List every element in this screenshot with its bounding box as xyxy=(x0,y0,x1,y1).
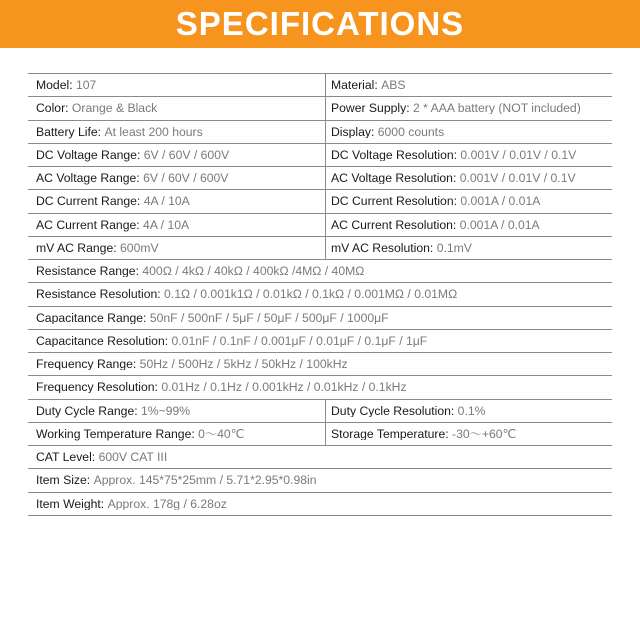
spec-row-frequency-resolution xyxy=(28,376,612,399)
spec-value: 0.001A / 0.01A xyxy=(459,218,540,231)
spec-value: 107 xyxy=(75,78,97,93)
spec-cell-display xyxy=(326,126,612,138)
spec-value: 6V / 60V / 600V xyxy=(143,171,229,186)
spec-cell-mv-ac-resolution xyxy=(326,242,612,254)
spec-row-resistance-range xyxy=(28,260,612,283)
spec-cell-battery-life xyxy=(28,121,326,143)
spec-value: Approx. 145*75*25mm / 5.71*2.95*0.98in xyxy=(93,474,317,487)
spec-row-temperature xyxy=(28,423,612,446)
spec-value: 50Hz / 500Hz / 5kHz / 50kHz / 100kHz xyxy=(139,358,348,371)
spec-label: Display: xyxy=(331,125,375,138)
spec-row-battery xyxy=(28,121,612,144)
spec-cell-color xyxy=(28,97,326,119)
spec-cell-ac-current-range xyxy=(28,214,326,236)
spec-row-duty-cycle xyxy=(28,400,612,423)
spec-value: 0.001V / 0.01V / 0.1V xyxy=(460,148,577,161)
spec-value: Orange & Black xyxy=(71,101,158,116)
spec-value: 0.1mV xyxy=(436,241,472,254)
spec-label: Frequency Range: xyxy=(36,358,137,371)
spec-label: CAT Level: xyxy=(36,451,96,464)
spec-label: DC Voltage Resolution: xyxy=(331,148,458,161)
spec-cell-capacitance-range xyxy=(28,312,612,324)
spec-value: 50nF / 500nF / 5μF / 50μF / 500μF / 1000μF xyxy=(149,311,389,324)
spec-row-capacitance-range xyxy=(28,307,612,330)
spec-cell-ac-current-resolution xyxy=(326,219,612,231)
spec-cell-capacitance-resolution xyxy=(28,335,612,347)
spec-cell-ac-voltage-resolution xyxy=(326,172,612,184)
spec-row-model xyxy=(28,74,612,97)
spec-cell-ac-voltage-range xyxy=(28,167,326,189)
spec-value: At least 200 hours xyxy=(104,124,203,139)
spec-cell-working-temperature xyxy=(28,423,326,445)
spec-label: Resistance Resolution: xyxy=(36,288,161,301)
spec-cell-item-size xyxy=(28,474,612,486)
spec-label: AC Voltage Resolution: xyxy=(331,172,457,185)
spec-value: 0.01nF / 0.1nF / 0.001μF / 0.01μF / 0.1μF / 1μF xyxy=(171,334,428,347)
spec-cell-dc-current-range xyxy=(28,190,326,212)
spec-cell-material xyxy=(326,79,612,91)
spec-cell-duty-cycle-resolution xyxy=(326,405,612,417)
spec-value: -30～+60℃ xyxy=(452,427,517,440)
spec-cell-dc-voltage-resolution xyxy=(326,149,612,161)
spec-value: 0.01Hz / 0.1Hz / 0.001kHz / 0.01kHz / 0.1kHz xyxy=(161,381,407,394)
spec-cell-resistance-resolution xyxy=(28,288,612,300)
spec-label: DC Current Resolution: xyxy=(331,195,457,208)
spec-label: Item Size: xyxy=(36,474,91,487)
spec-value: 600V CAT III xyxy=(98,451,168,464)
spec-label: Capacitance Range: xyxy=(36,311,147,324)
spec-label: Frequency Resolution: xyxy=(36,381,158,394)
spec-cell-frequency-range xyxy=(28,358,612,370)
spec-label: Color: xyxy=(36,101,69,116)
spec-label: Capacitance Resolution: xyxy=(36,334,169,347)
spec-value: 1%~99% xyxy=(141,403,191,418)
spec-cell-mv-ac-range xyxy=(28,237,326,259)
spec-row-dc-voltage xyxy=(28,144,612,167)
page-title: SPECIFICATIONS xyxy=(175,5,465,42)
spec-label: Material: xyxy=(331,79,378,92)
spec-cell-model xyxy=(28,74,326,96)
spec-cell-storage-temperature xyxy=(326,428,612,440)
spec-row-item-weight xyxy=(28,493,612,516)
spec-label: AC Current Range: xyxy=(36,217,140,232)
spec-row-mv-ac xyxy=(28,237,612,260)
spec-value: 0.001A / 0.01A xyxy=(460,195,541,208)
spec-label: Duty Cycle Resolution: xyxy=(331,404,455,417)
spec-label: mV AC Range: xyxy=(36,240,117,255)
spec-label: DC Voltage Range: xyxy=(36,147,141,162)
spec-cell-power-supply xyxy=(326,102,612,114)
spec-value: 0.1% xyxy=(457,404,486,417)
spec-label: Storage Temperature: xyxy=(331,427,449,440)
spec-row-dc-current xyxy=(28,190,612,213)
spec-label: Battery Life: xyxy=(36,124,102,139)
spec-row-cat-level xyxy=(28,446,612,469)
spec-row-frequency-range xyxy=(28,353,612,376)
spec-value: 4A / 10A xyxy=(143,217,190,232)
spec-label: mV AC Resolution: xyxy=(331,241,434,254)
spec-label: Power Supply: xyxy=(331,102,410,115)
spec-row-item-size xyxy=(28,469,612,492)
spec-value: 400Ω / 4kΩ / 40kΩ / 400kΩ /4MΩ / 40MΩ xyxy=(142,265,365,278)
spec-value: 600mV xyxy=(120,240,159,255)
spec-label: Item Weight: xyxy=(36,497,105,510)
spec-cell-dc-current-resolution xyxy=(326,195,612,207)
spec-value: 0～40℃ xyxy=(198,426,245,441)
spec-label: Model: xyxy=(36,78,73,93)
spec-value: 2 * AAA battery (NOT included) xyxy=(412,102,581,115)
spec-cell-frequency-resolution xyxy=(28,381,612,393)
spec-value: 4A / 10A xyxy=(143,194,190,209)
spec-value: ABS xyxy=(381,79,406,92)
spec-label: AC Current Resolution: xyxy=(331,218,457,231)
spec-cell-resistance-range xyxy=(28,265,612,277)
spec-label: AC Voltage Range: xyxy=(36,171,140,186)
spec-value: 6000 counts xyxy=(377,125,445,138)
spec-cell-dc-voltage-range xyxy=(28,144,326,166)
spec-label: Duty Cycle Range: xyxy=(36,403,138,418)
spec-row-ac-voltage xyxy=(28,167,612,190)
spec-value: 0.001V / 0.01V / 0.1V xyxy=(459,172,576,185)
spec-cell-duty-cycle-range xyxy=(28,400,326,422)
spec-cell-item-weight xyxy=(28,498,612,510)
spec-row-color xyxy=(28,97,612,120)
spec-label: Working Temperature Range: xyxy=(36,426,195,441)
spec-cell-cat-level xyxy=(28,451,612,463)
spec-row-resistance-resolution xyxy=(28,283,612,306)
spec-row-capacitance-resolution xyxy=(28,330,612,353)
spec-label: DC Current Range: xyxy=(36,194,141,209)
spec-row-ac-current xyxy=(28,214,612,237)
spec-value: Approx. 178g / 6.28oz xyxy=(107,497,227,510)
spec-label: Resistance Range: xyxy=(36,265,139,278)
spec-value: 6V / 60V / 600V xyxy=(143,147,230,162)
specifications-banner xyxy=(0,0,640,48)
spec-table xyxy=(28,73,612,516)
spec-value: 0.1Ω / 0.001k1Ω / 0.01kΩ / 0.1kΩ / 0.001MΩ / 0.01MΩ xyxy=(164,288,458,301)
